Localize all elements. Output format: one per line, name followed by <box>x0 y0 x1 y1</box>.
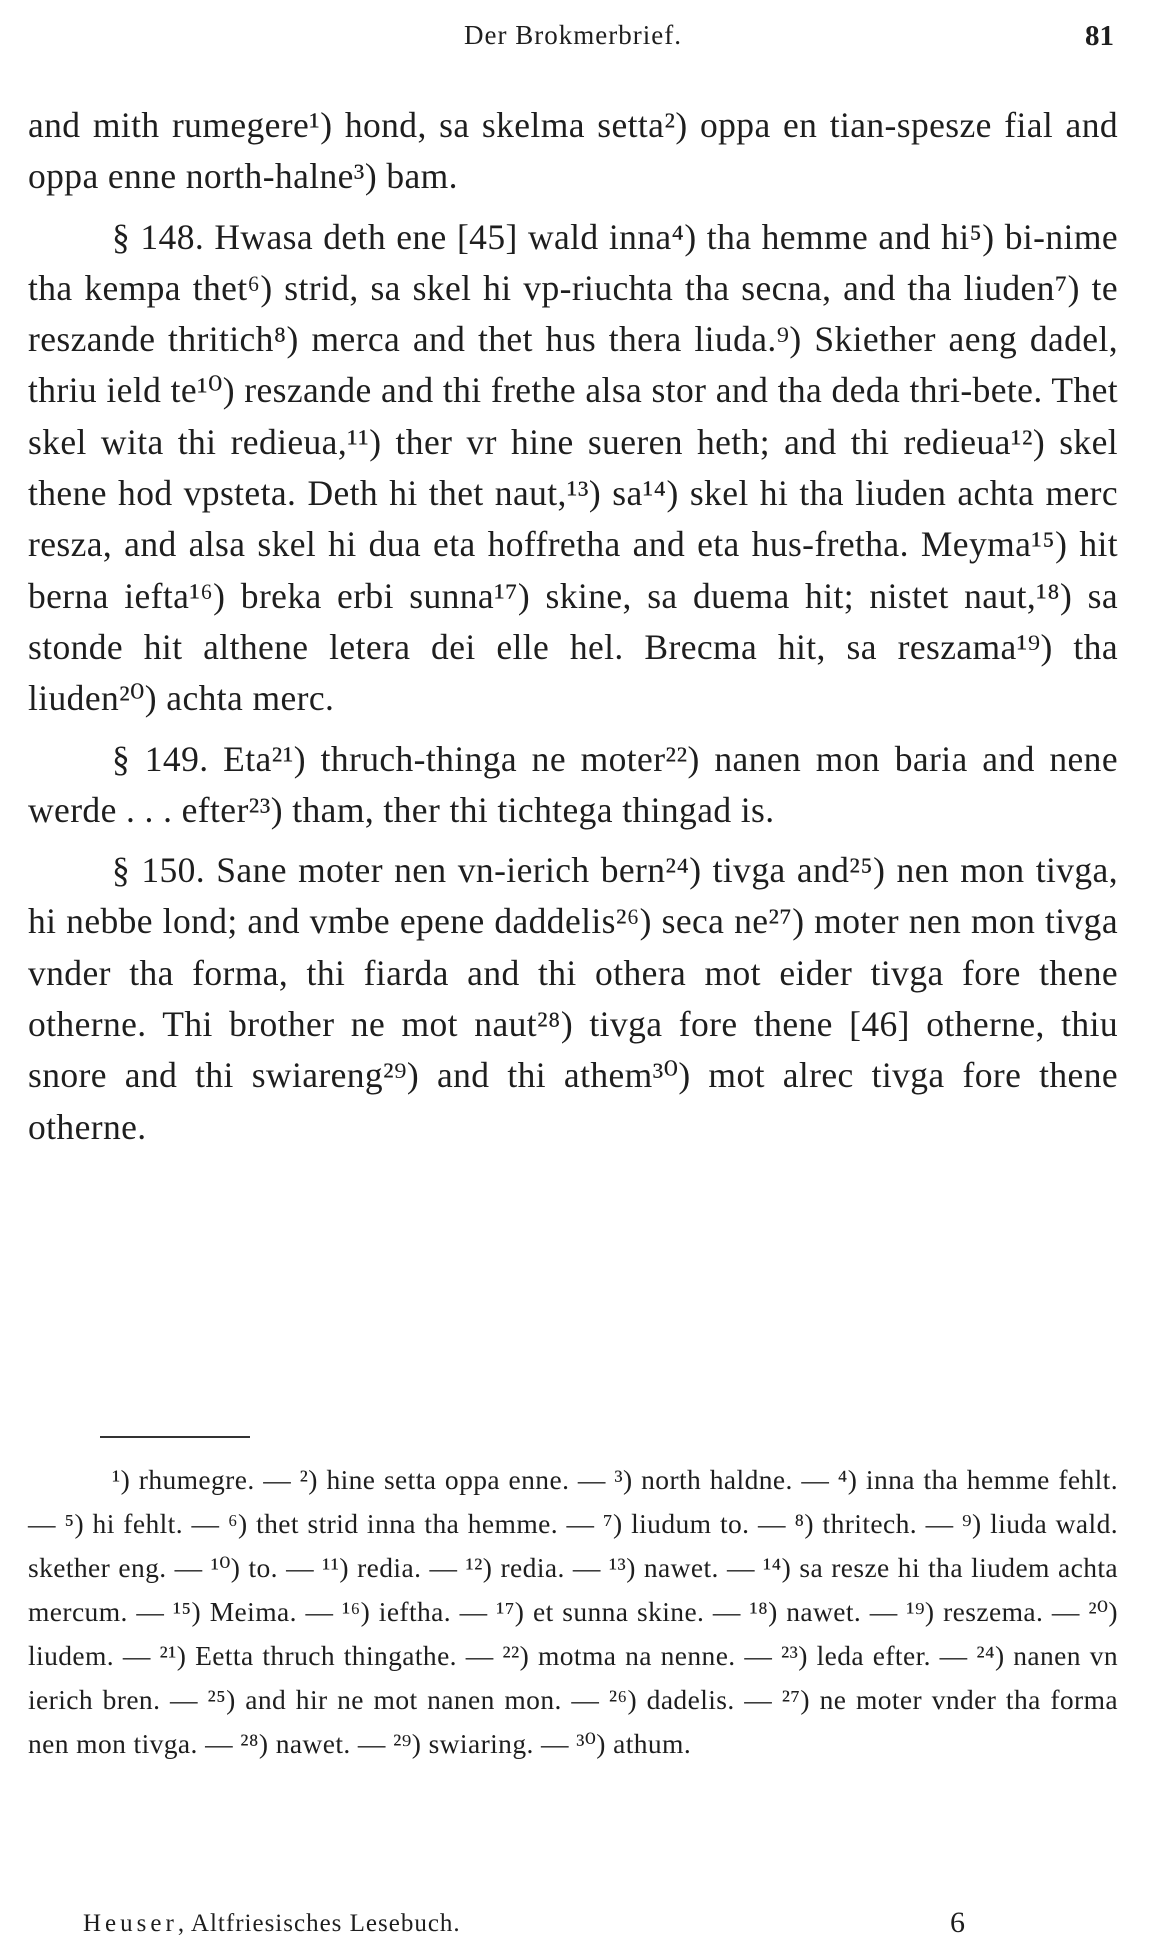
section-150-paragraph: § 150. Sane moter nen vn-ierich bern²⁴) tivga and²⁵) nen mon tivga, hi nebbe lond; and vmbe epene daddelis²⁶) seca ne²⁷) moter nen mon tivga vnder tha forma, thi fiarda and thi othera mot eider tivga fore thene otherne. Thi brother ne mot naut²⁸) tivga fore thene [46] otherne, thiu snore and thi swiareng²⁹) and thi athem³⁰) mot alrec tivga fore thene otherne. <box>28 850 1118 1147</box>
page-header <box>28 20 1118 60</box>
section-149-paragraph: § 149. Eta²¹) thruch-thinga ne moter²²) nanen mon baria and nene werde . . . efter²³) tham, ther thi tichtega thingad is. <box>28 738 1118 830</box>
running-title: Der Brokmerbrief. <box>464 20 682 50</box>
page-number: 81 <box>1085 20 1114 52</box>
book-title: , Altfriesisches Lesebuch. <box>177 1910 461 1937</box>
author-name: Heuser <box>83 1910 178 1937</box>
footnote-text: ¹) rhumegre. — ²) hine setta oppa enne. — ³) north haldne. — ⁴) inna tha hemme fehlt. — ⁵) hi fehlt. — ⁶) thet strid inna tha hemme. — ⁷) liudum to. — ⁸) thritech. — ⁹) liuda wald. skether eng. — ¹⁰) to. — ¹¹) redia. — ¹²) redia. — ¹³) nawet. — ¹⁴) sa resze hi tha liudem achta mercum. — ¹⁵) Meima. — ¹⁶) ieftha. — ¹⁷) et sunna skine. — ¹⁸) nawet. — ¹⁹) reszema. — ²⁰) liudem. — ²¹) Eetta thruch thingathe. — ²²) motma na nenne. — ²³) leda efter. — ²⁴) nanen vn ierich bren. — ²⁵) and hir ne mot nanen mon. — ²⁶) dadelis. — ²⁷) ne moter vnder tha forma nen mon tivga. — ²⁸) nawet. — ²⁹) swiaring. — ³⁰) athum. <box>28 1464 1118 1759</box>
footnote-separator <box>100 1436 250 1438</box>
section-148-paragraph: § 148. Hwasa deth ene [45] wald inna⁴) tha hemme and hi⁵) bi-nime tha kempa thet⁶) strid, sa skel hi vp-riuchta tha secna, and tha liuden⁷) te reszande thritich⁸) merca and thet hus thera liuda.⁹) Skiether aeng dadel, thriu ield te¹⁰) reszande and thi frethe alsa stor and tha deda thri-bete. Thet skel wita thi redieua,¹¹) ther vr hine sueren heth; and thi redieua¹²) skel thene hod vpsteta. Deth hi thet naut,¹³) sa¹⁴) skel hi tha liuden achta merc resza, and alsa skel hi dua eta hoffretha and eta hus-fretha. Meyma¹⁵) hit berna iefta¹⁶) breka erbi sunna¹⁷) skine, sa duema hit; nistet naut,¹⁸) sa stonde hit althene letera dei elle hel. Brecma hit, sa reszama¹⁹) tha liuden²⁰) achta merc. <box>28 216 1118 719</box>
paragraph-continuation: and mith rumegere¹) hond, sa skelma setta²) oppa en tian-spesze fial and oppa enne north-halne³) bam. <box>28 105 1118 197</box>
page-footer <box>28 1906 1118 1950</box>
book-page <box>28 0 1118 1956</box>
sheet-signature: 6 <box>950 1906 965 1939</box>
book-reference <box>83 1910 461 1938</box>
footnotes <box>28 1458 1118 1766</box>
main-text <box>28 100 1118 1153</box>
